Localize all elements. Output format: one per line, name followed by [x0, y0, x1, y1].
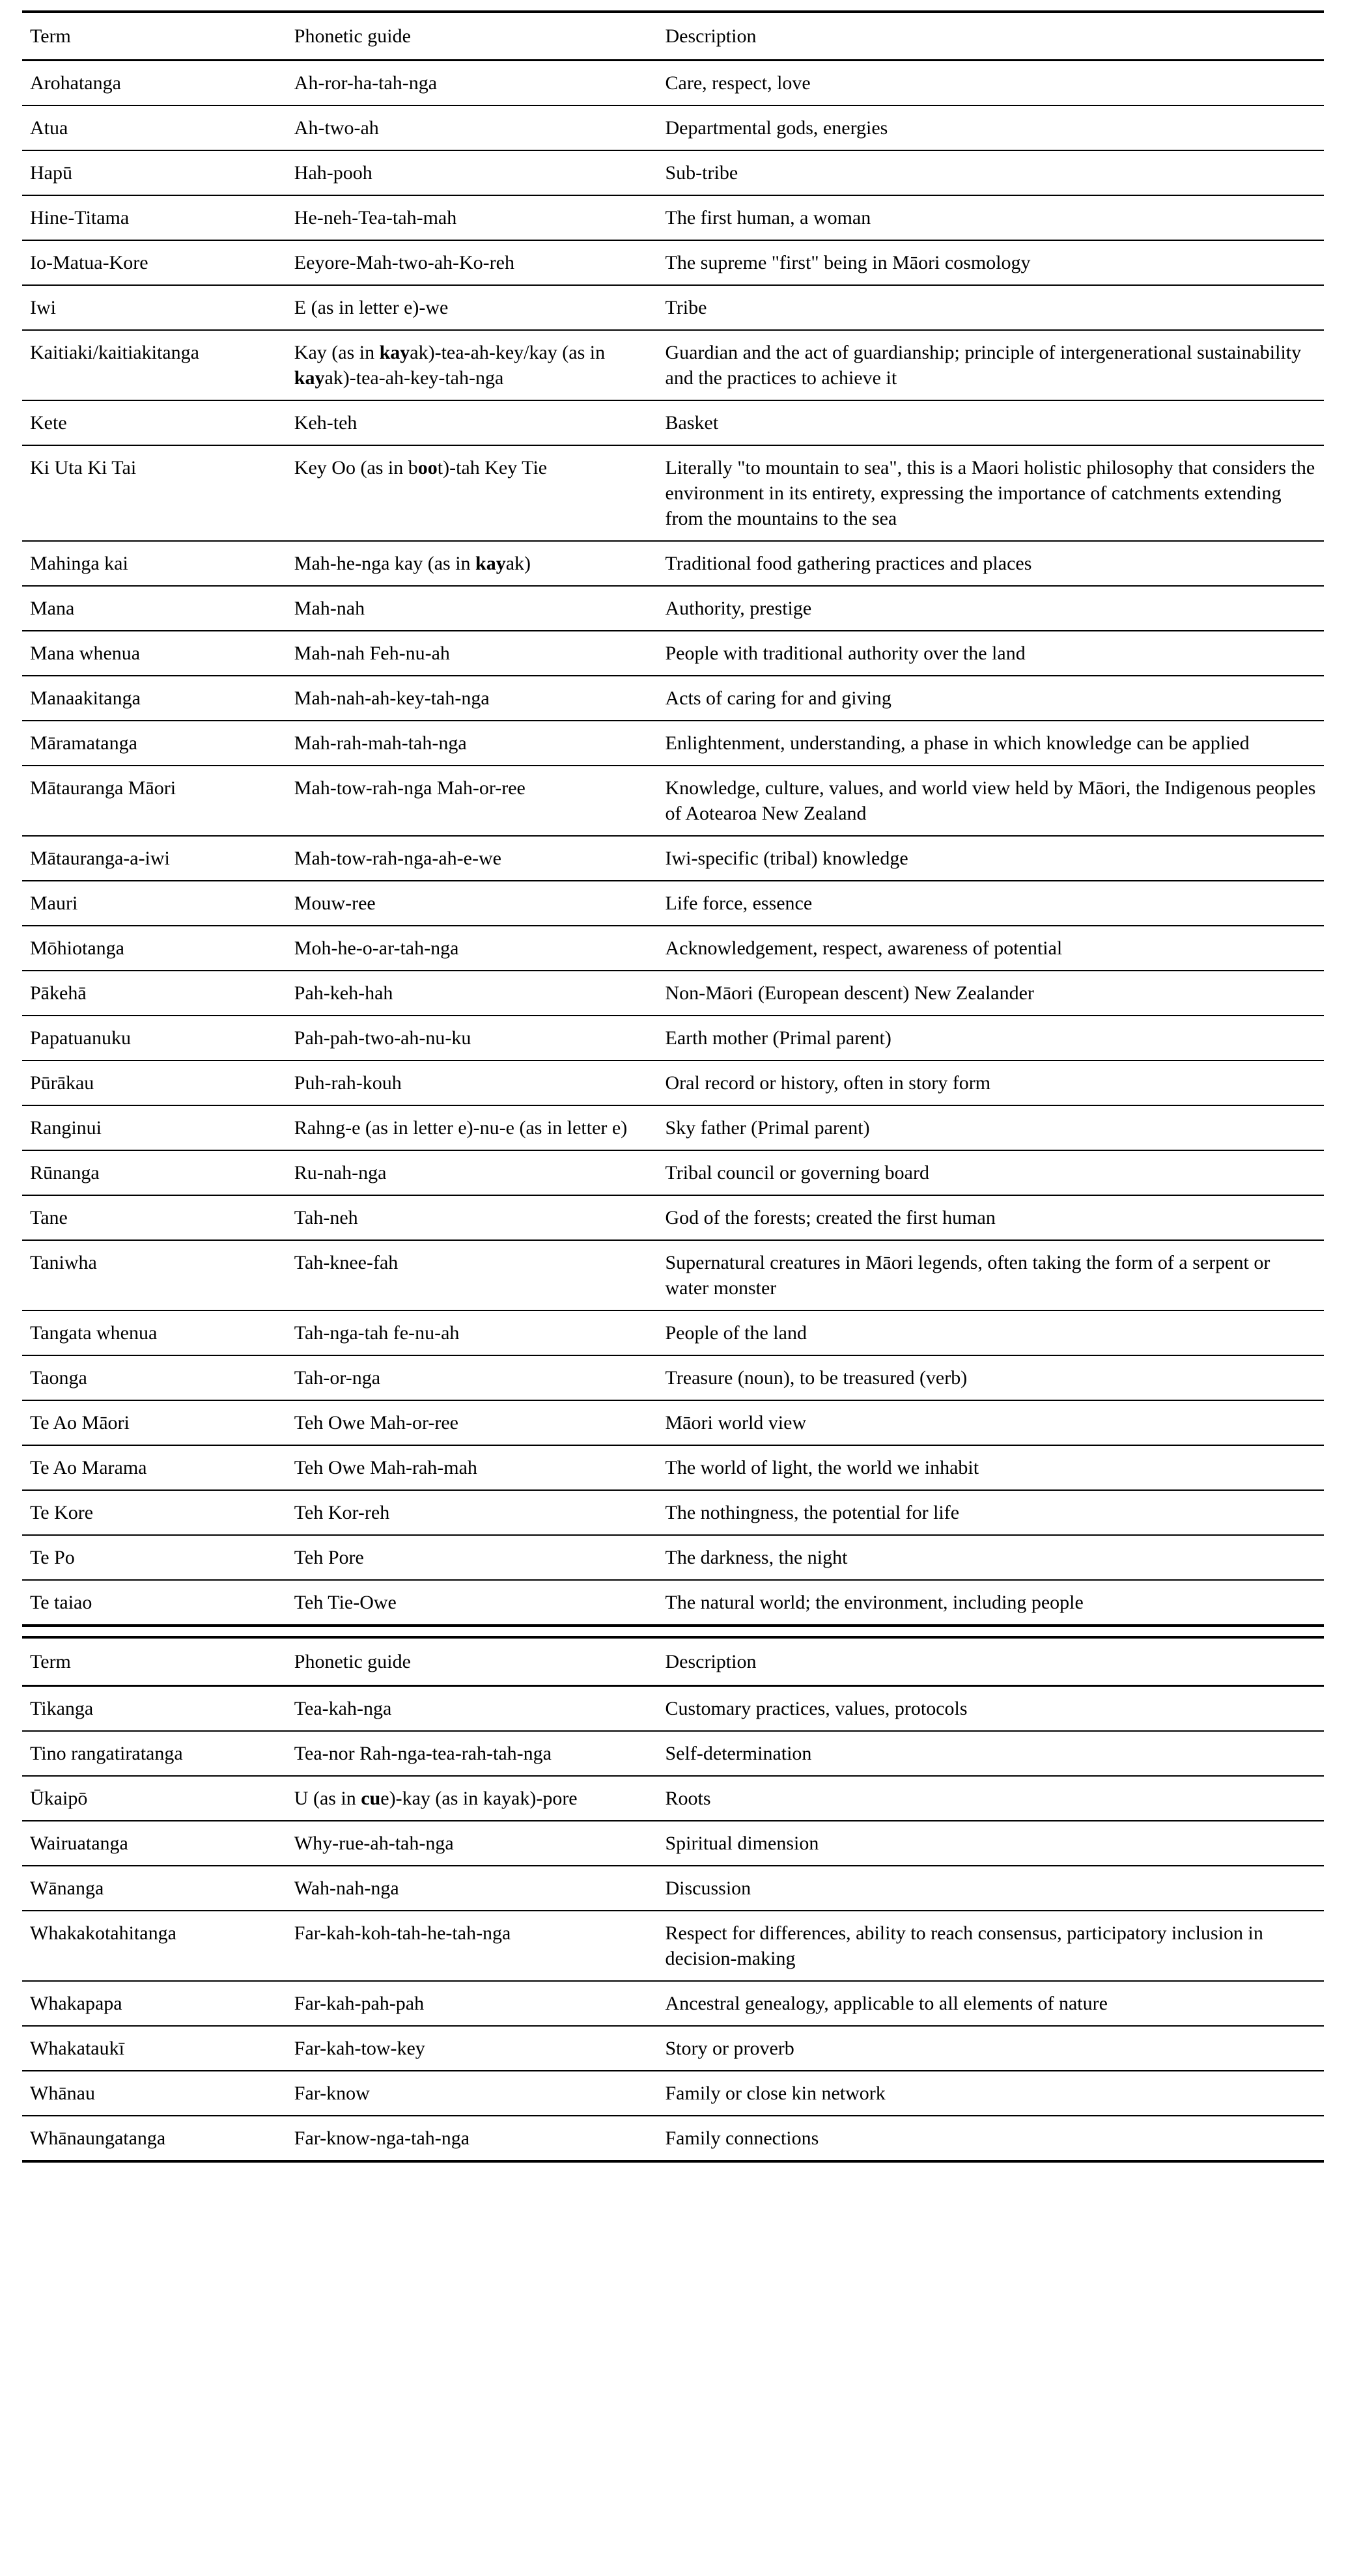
cell-phonetic: Teh Kor-reh [287, 1490, 658, 1535]
cell-description: Life force, essence [658, 881, 1325, 926]
cell-term: Mahinga kai [22, 541, 287, 586]
cell-description: Knowledge, culture, values, and world view held by Māori, the Indigenous peoples of Aotearoa New Zealand [658, 766, 1325, 836]
cell-term: Tane [22, 1195, 287, 1240]
cell-phonetic: Mah-nah [287, 586, 658, 631]
cell-phonetic: Teh Pore [287, 1535, 658, 1580]
cell-phonetic: Far-kah-tow-key [287, 2026, 658, 2071]
cell-term: Tikanga [22, 1686, 287, 1732]
cell-description: Discussion [658, 1866, 1325, 1911]
cell-phonetic: Key Oo (as in boot)-tah Key Tie [287, 445, 658, 541]
cell-term: Taniwha [22, 1240, 287, 1310]
table-row [22, 1016, 1324, 1060]
cell-term: Wairuatanga [22, 1821, 287, 1866]
cell-description: Ancestral genealogy, applicable to all elements of nature [658, 1981, 1325, 2026]
cell-term: Te Ao Marama [22, 1445, 287, 1490]
table-row [22, 1445, 1324, 1490]
column-header-description: Description [658, 1637, 1325, 1686]
cell-term: Kete [22, 400, 287, 445]
cell-description: Respect for differences, ability to reach consensus, participatory inclusion in decision-making [658, 1911, 1325, 1981]
cell-term: Arohatanga [22, 61, 287, 106]
table-row [22, 1105, 1324, 1150]
table-row [22, 2071, 1324, 2116]
cell-description: The first human, a woman [658, 195, 1325, 240]
cell-description: Literally "to mountain to sea", this is a Maori holistic philosophy that considers the environment in its entirety, expressing the importance of catchments extending from the mountains to the sea [658, 445, 1325, 541]
cell-description: Oral record or history, often in story form [658, 1060, 1325, 1105]
cell-phonetic: Why-rue-ah-tah-nga [287, 1821, 658, 1866]
table-row [22, 105, 1324, 150]
cell-phonetic: Mah-nah Feh-nu-ah [287, 631, 658, 676]
cell-description: The world of light, the world we inhabit [658, 1445, 1325, 1490]
table-row [22, 330, 1324, 400]
cell-phonetic: Tah-nga-tah fe-nu-ah [287, 1310, 658, 1355]
cell-description: The nothingness, the potential for life [658, 1490, 1325, 1535]
cell-term: Te Ao Māori [22, 1400, 287, 1445]
column-header-phonetic: Phonetic guide [287, 12, 658, 61]
table-body-part1 [22, 61, 1324, 1626]
cell-term: Māramatanga [22, 721, 287, 766]
cell-description: God of the forests; created the first human [658, 1195, 1325, 1240]
cell-description: Tribe [658, 285, 1325, 330]
cell-phonetic: Far-know [287, 2071, 658, 2116]
cell-term: Iwi [22, 285, 287, 330]
cell-phonetic: Mah-tow-rah-nga Mah-or-ree [287, 766, 658, 836]
cell-description: Enlightenment, understanding, a phase in which knowledge can be applied [658, 721, 1325, 766]
table-row [22, 586, 1324, 631]
table-row [22, 1195, 1324, 1240]
cell-term: Mōhiotanga [22, 926, 287, 971]
cell-phonetic: Tah-or-nga [287, 1355, 658, 1400]
cell-phonetic: Ah-two-ah [287, 105, 658, 150]
cell-description: Basket [658, 400, 1325, 445]
table-row [22, 2026, 1324, 2071]
table-section-divider [22, 1626, 1324, 1686]
cell-description: Family connections [658, 2116, 1325, 2161]
cell-description: Guardian and the act of guardianship; principle of intergenerational sustainability and the practices to achieve it [658, 330, 1325, 400]
table-row [22, 240, 1324, 285]
cell-term: Whakakotahitanga [22, 1911, 287, 1981]
cell-term: Pākehā [22, 971, 287, 1016]
cell-description: Iwi-specific (tribal) knowledge [658, 836, 1325, 881]
cell-phonetic: Mah-nah-ah-key-tah-nga [287, 676, 658, 721]
cell-description: Family or close kin network [658, 2071, 1325, 2116]
cell-phonetic: Wah-nah-nga [287, 1866, 658, 1911]
table-row [22, 445, 1324, 541]
table-row [22, 150, 1324, 195]
cell-description: Authority, prestige [658, 586, 1325, 631]
cell-phonetic: Tah-neh [287, 1195, 658, 1240]
cell-term: Te Po [22, 1535, 287, 1580]
cell-description: Earth mother (Primal parent) [658, 1016, 1325, 1060]
cell-term: Mana whenua [22, 631, 287, 676]
cell-description: People with traditional authority over the land [658, 631, 1325, 676]
cell-term: Taonga [22, 1355, 287, 1400]
table-row [22, 1580, 1324, 1626]
table-row [22, 676, 1324, 721]
cell-description: Treasure (noun), to be treasured (verb) [658, 1355, 1325, 1400]
cell-phonetic: Mah-he-nga kay (as in kayak) [287, 541, 658, 586]
cell-phonetic: Rahng-e (as in letter e)-nu-e (as in letter e) [287, 1105, 658, 1150]
cell-description: Tribal council or governing board [658, 1150, 1325, 1195]
cell-description: Spiritual dimension [658, 1821, 1325, 1866]
cell-description: Sky father (Primal parent) [658, 1105, 1325, 1150]
cell-term: Ranginui [22, 1105, 287, 1150]
cell-description: The supreme "first" being in Māori cosmology [658, 240, 1325, 285]
cell-phonetic: Mouw-ree [287, 881, 658, 926]
cell-phonetic: Tea-nor Rah-nga-tea-rah-tah-nga [287, 1731, 658, 1776]
cell-phonetic: Hah-pooh [287, 150, 658, 195]
cell-phonetic: Moh-he-o-ar-tah-nga [287, 926, 658, 971]
cell-description: Roots [658, 1776, 1325, 1821]
cell-description: People of the land [658, 1310, 1325, 1355]
table-row [22, 1686, 1324, 1732]
section-gap [22, 1626, 1324, 1637]
cell-term: Whānau [22, 2071, 287, 2116]
table-row [22, 1240, 1324, 1310]
table-row [22, 926, 1324, 971]
cell-description: Story or proverb [658, 2026, 1325, 2071]
cell-description: Māori world view [658, 1400, 1325, 1445]
cell-phonetic: E (as in letter e)-we [287, 285, 658, 330]
cell-term: Hine-Titama [22, 195, 287, 240]
table-row [22, 766, 1324, 836]
cell-term: Hapū [22, 150, 287, 195]
cell-phonetic: Pah-pah-two-ah-nu-ku [287, 1016, 658, 1060]
table-row [22, 1731, 1324, 1776]
cell-term: Papatuanuku [22, 1016, 287, 1060]
cell-phonetic: Tah-knee-fah [287, 1240, 658, 1310]
cell-description: Self-determination [658, 1731, 1325, 1776]
column-header-phonetic: Phonetic guide [287, 1637, 658, 1686]
cell-phonetic: Mah-tow-rah-nga-ah-e-we [287, 836, 658, 881]
table-row [22, 631, 1324, 676]
cell-term: Manaakitanga [22, 676, 287, 721]
cell-phonetic: Ru-nah-nga [287, 1150, 658, 1195]
table-row [22, 1981, 1324, 2026]
cell-phonetic: Teh Owe Mah-or-ree [287, 1400, 658, 1445]
table-row [22, 971, 1324, 1016]
cell-term: Ūkaipō [22, 1776, 287, 1821]
table-row [22, 881, 1324, 926]
cell-term: Mātauranga Māori [22, 766, 287, 836]
table-row [22, 61, 1324, 106]
cell-phonetic: Pah-keh-hah [287, 971, 658, 1016]
table-row [22, 1355, 1324, 1400]
table-head-part1 [22, 12, 1324, 61]
cell-phonetic: Tea-kah-nga [287, 1686, 658, 1732]
cell-description: Care, respect, love [658, 61, 1325, 106]
cell-phonetic: Teh Tie-Owe [287, 1580, 658, 1626]
cell-term: Rūnanga [22, 1150, 287, 1195]
table-header-row [22, 12, 1324, 61]
cell-phonetic: Far-know-nga-tah-nga [287, 2116, 658, 2161]
table-row [22, 1150, 1324, 1195]
table-row [22, 721, 1324, 766]
table-row [22, 1821, 1324, 1866]
table-row [22, 2116, 1324, 2161]
cell-phonetic: Keh-teh [287, 400, 658, 445]
column-header-term: Term [22, 1637, 287, 1686]
cell-term: Te Kore [22, 1490, 287, 1535]
cell-description: Customary practices, values, protocols [658, 1686, 1325, 1732]
table-header-row-continued [22, 1637, 1324, 1686]
cell-term: Atua [22, 105, 287, 150]
cell-phonetic: Kay (as in kayak)-tea-ah-key/kay (as in kayak)-tea-ah-key-tah-nga [287, 330, 658, 400]
cell-phonetic: Puh-rah-kouh [287, 1060, 658, 1105]
cell-term: Kaitiaki/kaitiakitanga [22, 330, 287, 400]
table-row [22, 400, 1324, 445]
table-row [22, 285, 1324, 330]
cell-description: Supernatural creatures in Māori legends, often taking the form of a serpent or water monster [658, 1240, 1325, 1310]
cell-term: Io-Matua-Kore [22, 240, 287, 285]
cell-term: Whakataukī [22, 2026, 287, 2071]
cell-phonetic: U (as in cue)-kay (as in kayak)-pore [287, 1776, 658, 1821]
cell-term: Mātauranga-a-iwi [22, 836, 287, 881]
cell-term: Mauri [22, 881, 287, 926]
table-row [22, 541, 1324, 586]
cell-phonetic: Mah-rah-mah-tah-nga [287, 721, 658, 766]
cell-phonetic: Ah-ror-ha-tah-nga [287, 61, 658, 106]
cell-phonetic: He-neh-Tea-tah-mah [287, 195, 658, 240]
cell-term: Tino rangatiratanga [22, 1731, 287, 1776]
cell-term: Mana [22, 586, 287, 631]
table-row [22, 1310, 1324, 1355]
table-row [22, 1535, 1324, 1580]
cell-term: Whānaungatanga [22, 2116, 287, 2161]
section-gap-cell [22, 1626, 1324, 1637]
cell-term: Pūrākau [22, 1060, 287, 1105]
cell-term: Tangata whenua [22, 1310, 287, 1355]
cell-description: Acknowledgement, respect, awareness of potential [658, 926, 1325, 971]
cell-description: Sub-tribe [658, 150, 1325, 195]
table-row [22, 195, 1324, 240]
cell-term: Wānanga [22, 1866, 287, 1911]
cell-description: Departmental gods, energies [658, 105, 1325, 150]
table-row [22, 1490, 1324, 1535]
cell-phonetic: Eeyore-Mah-two-ah-Ko-reh [287, 240, 658, 285]
cell-description: The natural world; the environment, including people [658, 1580, 1325, 1626]
column-header-description: Description [658, 12, 1325, 61]
cell-description: Non-Māori (European descent) New Zealander [658, 971, 1325, 1016]
glossary-table [22, 10, 1324, 2163]
table-body-part2 [22, 1686, 1324, 2162]
cell-phonetic: Far-kah-koh-tah-he-tah-nga [287, 1911, 658, 1981]
cell-term: Te taiao [22, 1580, 287, 1626]
column-header-term: Term [22, 12, 287, 61]
table-row [22, 836, 1324, 881]
cell-description: The darkness, the night [658, 1535, 1325, 1580]
cell-term: Whakapapa [22, 1981, 287, 2026]
table-row [22, 1400, 1324, 1445]
table-row [22, 1911, 1324, 1981]
cell-description: Traditional food gathering practices and places [658, 541, 1325, 586]
table-row [22, 1060, 1324, 1105]
table-row [22, 1866, 1324, 1911]
cell-description: Acts of caring for and giving [658, 676, 1325, 721]
table-row [22, 1776, 1324, 1821]
cell-term: Ki Uta Ki Tai [22, 445, 287, 541]
cell-phonetic: Teh Owe Mah-rah-mah [287, 1445, 658, 1490]
cell-phonetic: Far-kah-pah-pah [287, 1981, 658, 2026]
